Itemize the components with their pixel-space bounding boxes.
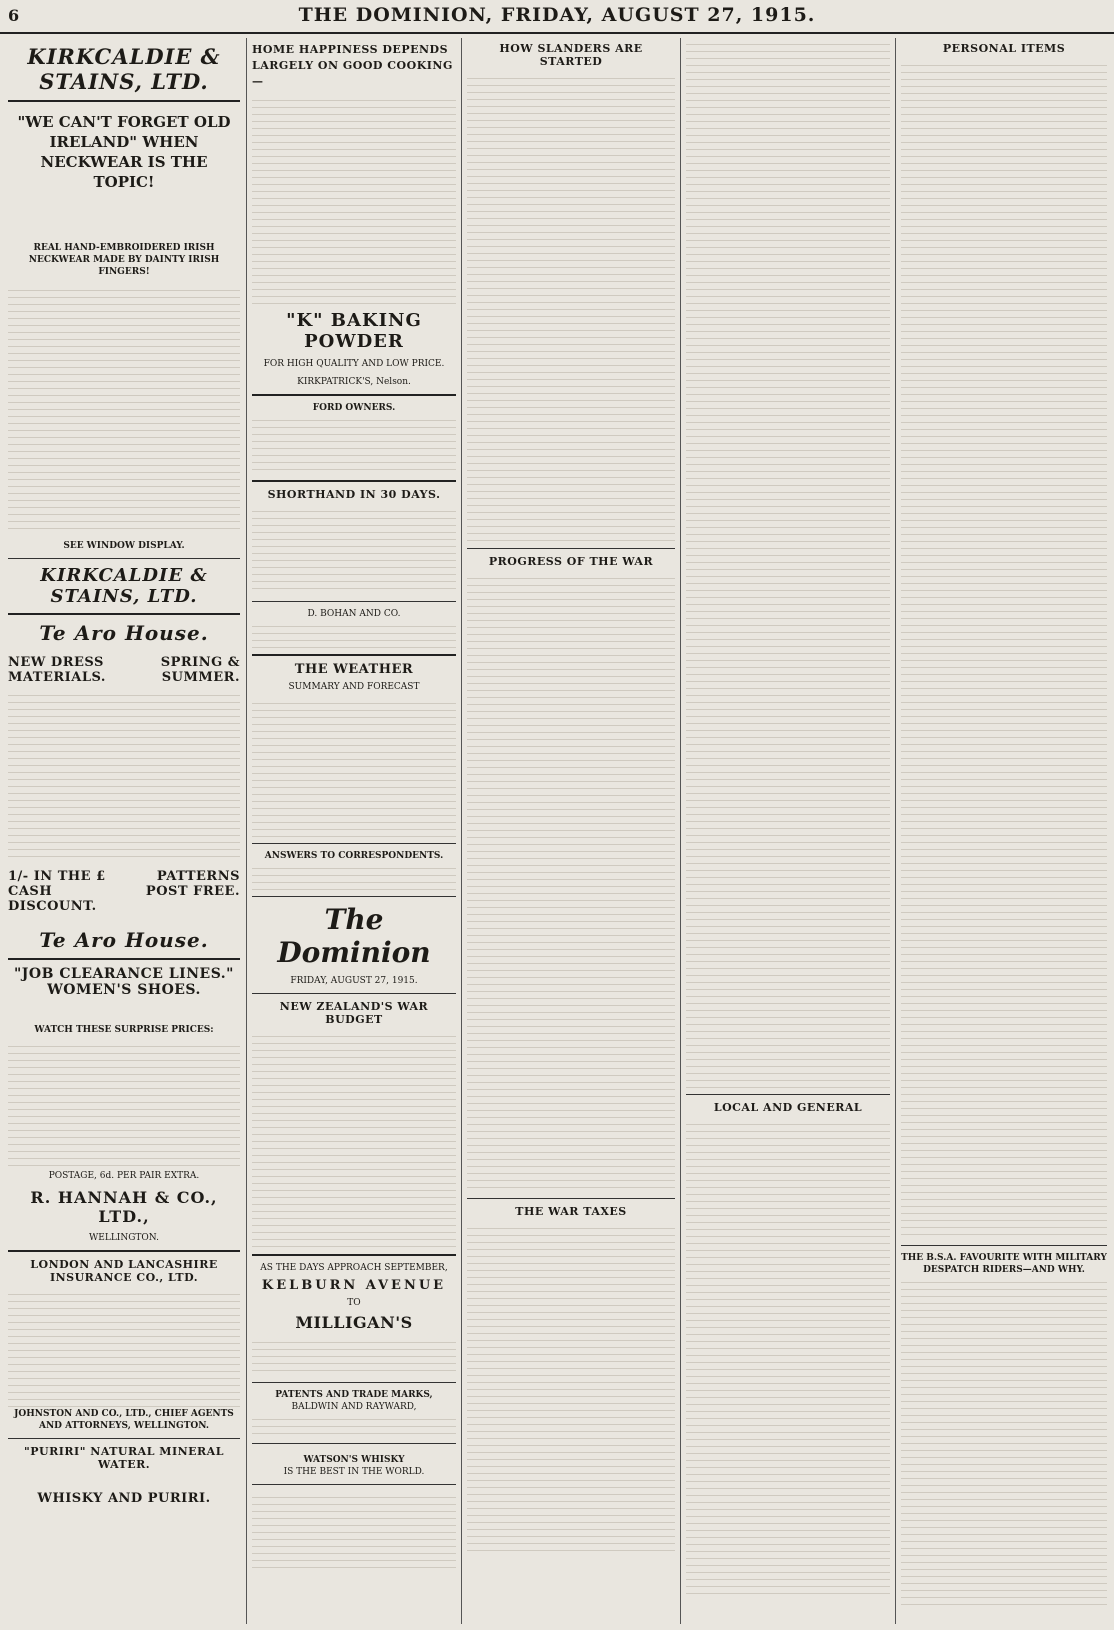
ad-bohan-head: D. BOHAN AND CO. [307, 609, 401, 619]
ad-tearo-left: NEW DRESS MATERIALS. [8, 655, 106, 685]
column-rule [246, 38, 247, 1624]
ad-patents-head: PATENTS AND TRADE MARKS, [275, 1390, 433, 1400]
ad-tearo-firm: Te Aro House. [39, 621, 209, 645]
ad-k-brand: "K" BAKING POWDER [286, 310, 422, 352]
ad-shorthand-head: SHORTHAND IN 30 DAYS. [267, 488, 441, 501]
ad-tearo-right: SPRING & SUMMER. [160, 655, 240, 685]
ad-insurance-text [8, 1288, 240, 1408]
taxes-head: THE WAR TAXES [515, 1205, 627, 1218]
budget-head: NEW ZEALAND'S WAR BUDGET [279, 1000, 429, 1026]
weather-head: THE WEATHER [294, 662, 414, 677]
ad-milligan-head: AS THE DAYS APPROACH SEPTEMBER, [260, 1263, 448, 1273]
progress-text [467, 572, 675, 1192]
ad-hannah-list [8, 1040, 240, 1170]
column-1 [8, 38, 240, 1624]
ad-text-block [8, 202, 240, 242]
ad-hannah-postage: POSTAGE, 6d. PER PAIR EXTRA. [48, 1171, 200, 1181]
ad-kirkcaldie-display: SEE WINDOW DISPLAY. [63, 541, 185, 551]
column-rule [680, 38, 681, 1624]
ad-milligan-street: KELBURN AVENUE [261, 1278, 447, 1293]
weather-text [252, 697, 456, 837]
paper-date: FRIDAY, AUGUST 27, 1915. [290, 976, 418, 986]
ad-tearo-cash: 1/- IN THE £ CASH DISCOUNT. [8, 869, 106, 914]
ad-puriri-tag: WHISKY AND PURIRI. [37, 1491, 211, 1506]
ad-hannah-head: "JOB CLEARANCE LINES." WOMEN'S SHOES. [14, 966, 234, 998]
masthead [0, 0, 1114, 34]
ad-ford-head: FORD OWNERS. [312, 403, 396, 413]
column-3 [467, 38, 675, 1624]
slanders-head: HOW SLANDERS ARE STARTED [499, 42, 643, 68]
column-rule [461, 38, 462, 1624]
ad-milligan-text [252, 1336, 456, 1376]
ad-hannah-watch: WATCH THESE SURPRISE PRICES: [34, 1025, 214, 1035]
ad-k-text [252, 94, 456, 304]
ad-hannah-firm: R. HANNAH & CO., LTD., [30, 1188, 218, 1226]
ad-puriri-title: "PURIRI" NATURAL MINERAL WATER. [24, 1445, 224, 1471]
ad-insurance-title: LONDON AND LANCASHIRE INSURANCE CO., LTD. [30, 1258, 218, 1284]
ad-tearo-patterns: PATTERNS POST FREE. [145, 869, 240, 899]
column-4-text-top [686, 38, 890, 1088]
ad-k-head: HOME HAPPINESS DEPENDS LARGELY ON GOOD COOKING— [252, 43, 453, 88]
answers-text [252, 862, 456, 890]
ad-milligan-to: TO [347, 1298, 361, 1308]
progress-head: PROGRESS OF THE WAR [488, 555, 654, 568]
ad-kirkcaldie-firm-bottom: KIRKCALDIE & STAINS, LTD. [40, 565, 208, 607]
ad-k-maker: KIRKPATRICK'S, Nelson. [297, 377, 411, 387]
ad-kirkcaldie-headline: "WE CAN'T FORGET OLD IRELAND" WHEN NECKWEAR IS THE TOPIC! [17, 113, 231, 191]
bsa-head: THE B.S.A. FAVOURITE WITH MILITARY DESPATCH RIDERS—AND WHY. [901, 1253, 1107, 1275]
local-text [686, 1118, 890, 1598]
column-4 [686, 38, 890, 1624]
personal-head: PERSONAL ITEMS [942, 42, 1066, 55]
taxes-text [467, 1222, 675, 1552]
ad-patents-text [252, 1413, 456, 1437]
ad-hannah-intro [8, 1002, 240, 1024]
column-5 [901, 38, 1107, 1624]
ad-shorthand-text [252, 505, 456, 595]
ad-ford-text [252, 414, 456, 474]
ad-patents-firm: BALDWIN AND RAYWARD, [291, 1402, 417, 1412]
column-rule [895, 38, 896, 1624]
local-head: LOCAL AND GENERAL [713, 1101, 863, 1114]
ad-hannah-city: WELLINGTON. [89, 1233, 159, 1243]
ad-milligan-name: MILLIGAN'S [295, 1313, 413, 1332]
ad-kirkcaldie-sub: REAL HAND-EMBROIDERED IRISH NECKWEAR MADE BY DAINTY IRISH FINGERS! [28, 243, 220, 277]
ad-watson-head: WATSON'S WHISKY [303, 1455, 405, 1465]
slanders-text [467, 72, 675, 542]
paper-name: The Dominion [277, 903, 431, 969]
ad-watson-sub: IS THE BEST IN THE WORLD. [283, 1467, 425, 1477]
ad-tearo-text [8, 689, 240, 859]
personal-text [901, 59, 1107, 1239]
ad-k-tag: FOR HIGH QUALITY AND LOW PRICE. [263, 359, 445, 369]
ad-kirkcaldie-list [8, 284, 240, 534]
ad-bohan-text [252, 620, 456, 648]
bsa-text [901, 1276, 1107, 1606]
column-2-bottom-ads [252, 1248, 456, 1571]
masthead-title: THE DOMINION, FRIDAY, AUGUST 27, 1915. [298, 4, 816, 26]
answers-head: ANSWERS TO CORRESPONDENTS. [264, 851, 444, 861]
weather-sub: SUMMARY AND FORECAST [288, 682, 420, 692]
page-number: 6 [8, 6, 20, 25]
ad-tearo-firm-bottom: Te Aro House. [39, 928, 209, 952]
ad-kirkcaldie-firm: KIRKCALDIE & STAINS, LTD. [27, 44, 221, 94]
ad-insurance-agents: JOHNSTON AND CO., LTD., CHIEF AGENTS AND ATTORNEYS, WELLINGTON. [14, 1409, 234, 1431]
ad-carpets-text [252, 1491, 456, 1571]
